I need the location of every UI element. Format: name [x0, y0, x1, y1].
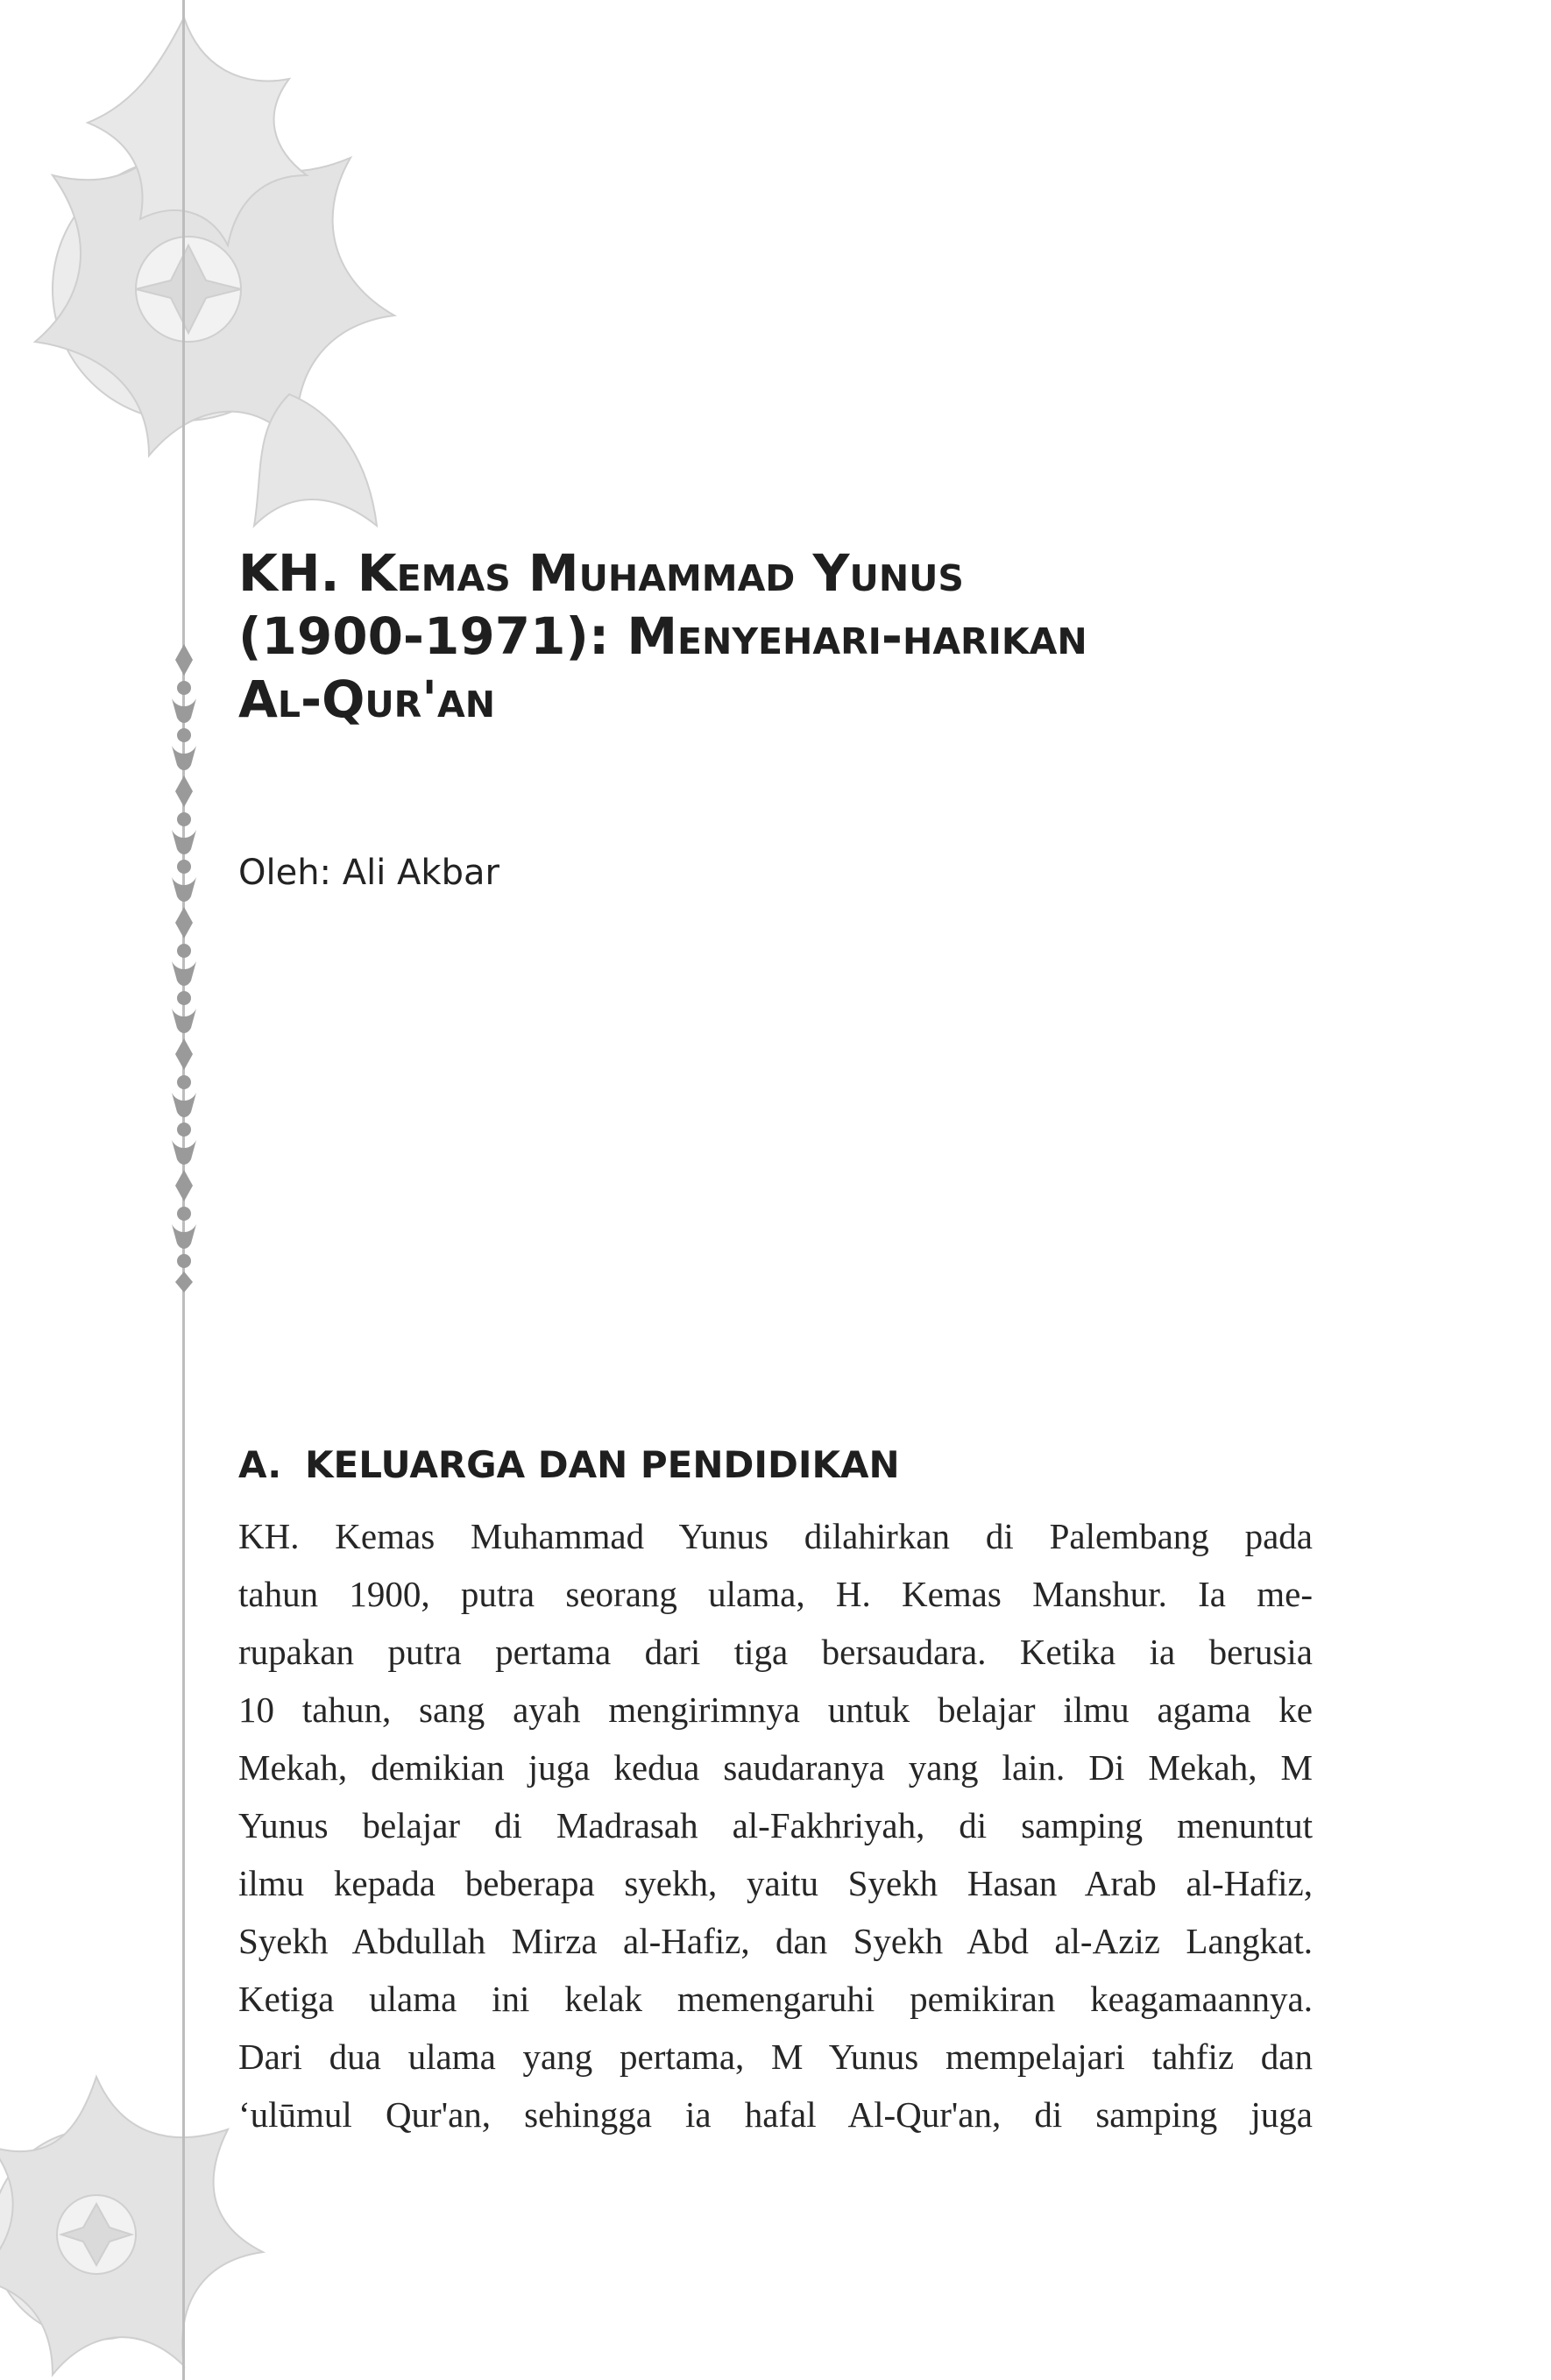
- paragraph-line: Dari dua ulama yang pertama, M Yunus mempelajari tahfiz dan: [238, 2036, 1313, 2077]
- paragraph-line: Syekh Abdullah Mirza al-Hafiz, dan Syekh Abd al-Aziz Langkat.: [238, 1921, 1313, 1961]
- chapter-title: [238, 542, 1377, 731]
- paragraph-line: KH. Kemas Muhammad Yunus dilahirkan di Palembang pada: [238, 1516, 1313, 1556]
- arabesque-ornament-top: [0, 0, 456, 578]
- paragraph-line: rupakan putra pertama dari tiga bersaudara. Ketika ia berusia: [238, 1632, 1313, 1672]
- paragraph-line: ilmu kepada beberapa syekh, yaitu Syekh Hasan Arab al-Hafiz,: [238, 1863, 1313, 1903]
- section-heading-text: KELUARGA DAN PENDIDIKAN: [305, 1443, 900, 1486]
- paragraph-line: Yunus belajar di Madrasah al-Fakhriyah, di samping menuntut: [238, 1805, 1313, 1845]
- paragraph-line: ‘ulūmul Qur'an, sehingga ia hafal Al-Qur'an, di samping juga: [238, 2094, 1313, 2135]
- paragraph-line: 10 tahun, sang ayah mengirimnya untuk belajar ilmu agama ke: [238, 1689, 1313, 1730]
- body-paragraph: [238, 1507, 1313, 2143]
- paragraph-line: Mekah, demikian juga kedua saudaranya yang lain. Di Mekah, M: [238, 1747, 1313, 1788]
- ornamental-border-chain: [159, 644, 209, 1293]
- paragraph-line: Ketiga ulama ini kelak memengaruhi pemikiran keagamaannya.: [238, 1979, 1313, 2019]
- author-byline: Oleh: Ali Akbar: [238, 853, 499, 893]
- paragraph-line: tahun 1900, putra seorang ulama, H. Kemas Manshur. Ia me-: [238, 1574, 1313, 1614]
- chapter-title-line: KH. Kemas Muhammad Yunus: [238, 543, 964, 603]
- section-number: A.: [238, 1443, 282, 1486]
- chapter-title-line: Al-Qur'an: [238, 669, 496, 729]
- section-heading: [238, 1441, 900, 1490]
- chapter-title-line: (1900-1971): Menyehari-harikan: [238, 606, 1087, 666]
